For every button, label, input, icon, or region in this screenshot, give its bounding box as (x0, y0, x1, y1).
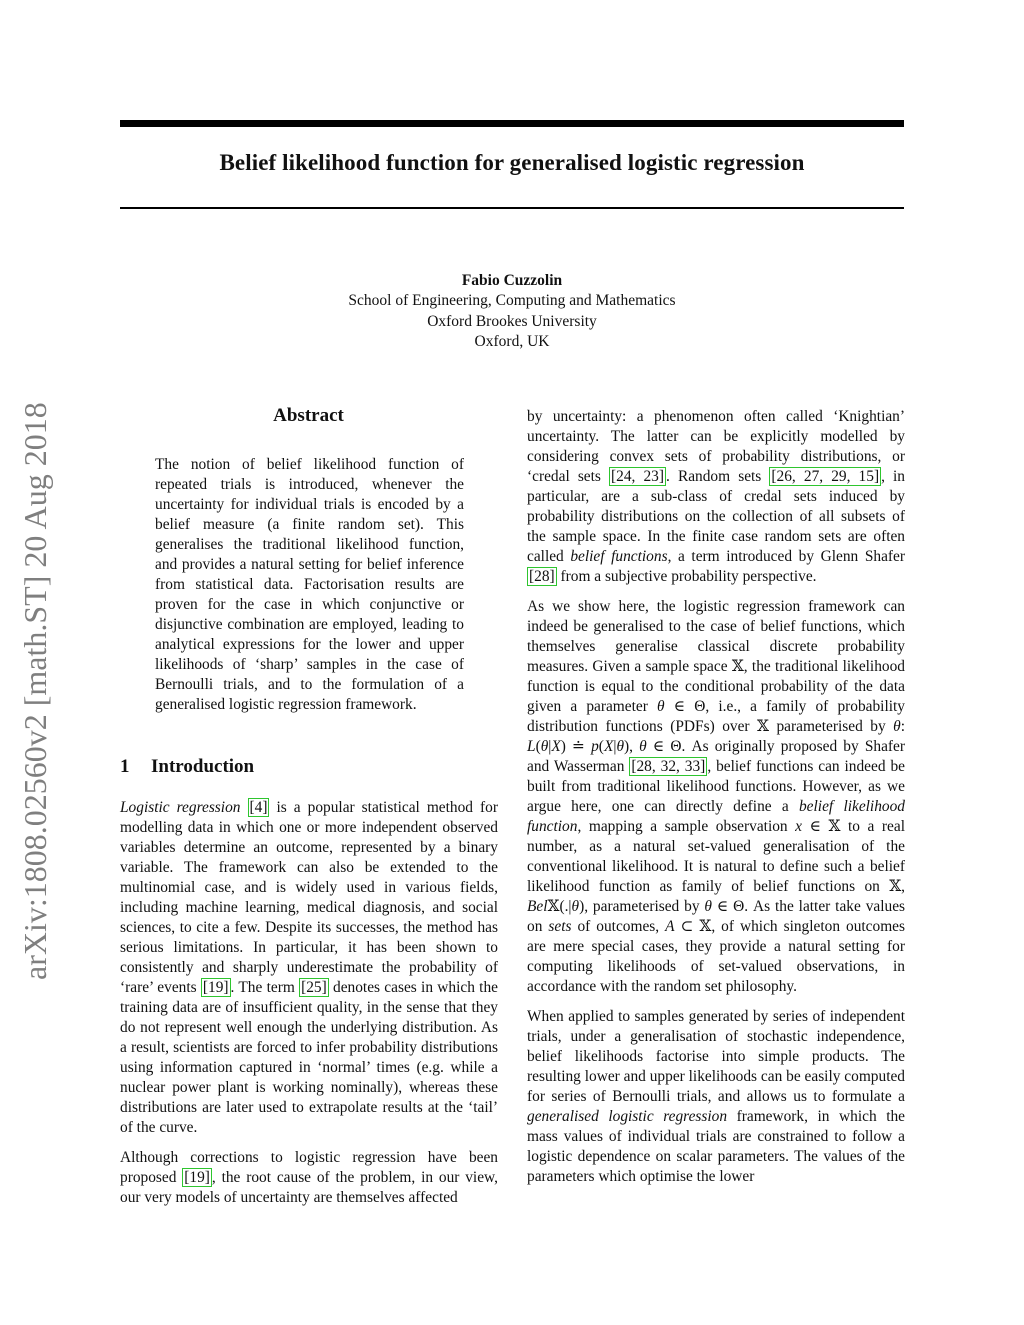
emphasis-text: sets (548, 918, 572, 935)
body-text: of outcomes, (571, 918, 666, 935)
emphasis-text: A (665, 918, 675, 935)
arxiv-identifier: arXiv:1808.02560v2 [math.ST] 20 Aug 2018 (17, 402, 53, 980)
body-text: ( (598, 738, 604, 755)
body-text: by uncertainty: a phenomenon often called ‘Knightian’ uncertainty. The latter can be explicitly modelled by considering convex sets of probability distributions, or ‘credal sets (527, 408, 905, 485)
author-affiliation-line: Oxford, UK (474, 333, 550, 351)
body-text: framework, in which the mass values of individual trials are constrained to follow a logistic dependence on scalar parameters. The values of the parameters which optimise the lower (527, 1108, 906, 1185)
emphasis-text: L (527, 738, 536, 755)
body-text: ∈ 𝕏 to a real number, as a natural set-valued generalisation of the conventional likelihood. It is natural to define such a belief likelihood function as family of belief functions on 𝕏, (527, 818, 905, 895)
citation-link[interactable]: [19] (184, 1169, 210, 1186)
body-paragraph (527, 1007, 905, 1187)
emphasis-text: θ (704, 898, 712, 915)
body-text: , belief functions can indeed be built from traditional likelihood functions. However, as we argue here, one can directly define a (527, 758, 905, 815)
section-title: Introduction (151, 756, 255, 777)
body-text: ∈ Θ. As the latter take values on (527, 898, 906, 935)
body-text: ∈ Θ. As originally proposed by Shafer and Wasserman (527, 738, 906, 775)
citation-link[interactable]: [26, 27, 29, 15] (771, 468, 880, 485)
emphasis-text: p (591, 738, 599, 755)
body-text: 𝕏(.| (547, 898, 572, 915)
body-text: . The term (230, 979, 300, 996)
emphasis-text: θ (540, 738, 549, 755)
emphasis-text: θ (657, 698, 665, 715)
left-column (120, 798, 498, 1218)
citation-link[interactable]: [19] (202, 979, 229, 996)
body-text: , the root cause of the problem, in our view, our very models of uncertainty are themselves affected (120, 1169, 498, 1206)
body-text: is a popular statistical method for modelling data in which one or more independent observed variables determine an outcome, represented by a binary variable. The framework can also be extended to the multinomial case, and is widely used in various fields, including machine learning, medical diagnosis, and social sciences, to cite a few. Despite its successes, the method has serious limitations. In particular, it has been shown to consistently and sharply underestimate the probability of ‘rare’ events (120, 799, 498, 996)
body-text: , a term introduced by Glenn Shafer (667, 548, 905, 565)
body-text: As we show here, the logistic regression framework can indeed be generalised to the case of belief functions, which themselves generalise classical discrete probability measures. Given a sample space 𝕏, the traditional likelihood function is equal to the conditional probability of the data given a parameter (527, 598, 905, 715)
emphasis-text: belief functions (570, 548, 668, 565)
emphasis-text: X (603, 738, 614, 755)
body-text: ), parameterised by (579, 898, 705, 915)
title-rule-top (120, 120, 904, 127)
emphasis-text: θ (893, 718, 901, 735)
citation-link[interactable]: [24, 23] (611, 468, 664, 485)
body-text: Although corrections to logistic regression have been proposed (120, 1149, 498, 1186)
section-number: 1 (120, 756, 130, 777)
citation-link[interactable]: [28, 32, 33] (631, 758, 706, 775)
emphasis-text: X (551, 738, 561, 755)
emphasis-text: generalised logistic regression (527, 1108, 728, 1125)
citation-link[interactable]: [4] (249, 799, 268, 816)
body-text: When applied to samples generated by series of independent trials, under a generalisation of stochastic independence, belief likelihoods factorise into simple products. The resulting lower and upper likelihoods can be easily computed for series of Bernoulli trials, and allows us to formulate a (527, 1008, 905, 1105)
section-heading (120, 756, 500, 778)
body-text: . Random sets (666, 468, 770, 485)
author-name: Fabio Cuzzolin (461, 272, 563, 289)
body-text: | (548, 738, 552, 755)
body-text: ⊂ 𝕏, of which singleton outcomes are mere special cases, they provide a natural setting for computing likelihoods of set-valued observations, in accordance with the random set philosophy. (527, 918, 905, 995)
body-text: , in particular, are a sub-class of credal sets induced by probability distributions on the collection of all subsets of the sample space. In the finite case random sets are often called (527, 468, 905, 565)
emphasis-text: x (795, 818, 803, 835)
title-rule-bottom (120, 207, 904, 209)
citation-link[interactable]: [28] (529, 568, 555, 585)
body-text: ( (535, 738, 541, 755)
body-text: ∈ Θ, i.e., a family of probability distribution functions (PDFs) over 𝕏 parameterised by (527, 698, 905, 735)
body-paragraph (527, 407, 905, 587)
emphasis-text: belief likelihood function (527, 798, 905, 835)
emphasis-text: Logistic regression (120, 799, 241, 816)
author-block (120, 271, 904, 353)
emphasis-text: θ (639, 738, 647, 755)
emphasis-text: Bel (527, 898, 548, 915)
body-text: : (900, 718, 905, 735)
body-text: denotes cases in which the training data are of insufficient quality, in the sense that they do not represent well enough the underlying distribution. As a result, scientists are forced to infer probability distributions using information captured in ‘normal’ times (e.g. while a nuclear power plant is working nominally), whereas these distributions are later used to extrapolate results at the ‘tail’ of the curve. (120, 979, 498, 1136)
citation-link[interactable]: [25] (301, 979, 327, 996)
body-text: | (613, 738, 617, 755)
body-text (240, 799, 247, 816)
body-paragraph (527, 597, 905, 997)
abstract-text: The notion of belief likelihood function of repeated trials is introduced, whenever the uncertainty for individual trials is encoded by a belief measure (a finite random set). This generalises the traditional likelihood function, and provides a natural setting for belief inference from statistical data. Factorisation results are proven for the case in which conjunctive or disjunctive combination are employed, leading to analytical expressions for the lower and upper likelihoods of ‘sharp’ samples in the case of Bernoulli trials, and to the formulation of a generalised logistic regression framework. (155, 456, 464, 713)
right-column (527, 407, 905, 1197)
body-text: from a subjective probability perspective. (556, 568, 817, 585)
body-paragraph (120, 1148, 498, 1208)
body-paragraph (120, 798, 498, 1138)
emphasis-text: θ (571, 898, 580, 915)
body-text: ) ≐ (560, 738, 592, 755)
paper-title: Belief likelihood function for generalised logistic regression (219, 150, 805, 175)
body-text: , mapping a sample observation (577, 818, 796, 835)
author-affiliation-line: School of Engineering, Computing and Mathematics (348, 292, 676, 310)
body-text: ), (624, 738, 640, 755)
emphasis-text: θ (616, 738, 624, 755)
abstract-heading: Abstract (273, 405, 344, 426)
author-affiliation-line: Oxford Brookes University (427, 312, 597, 330)
